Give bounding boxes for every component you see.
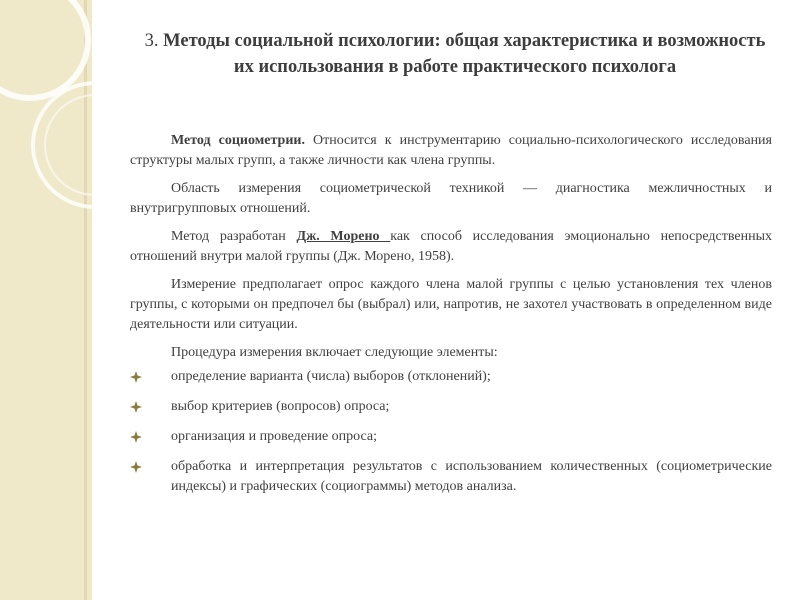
paragraph-measurement: Измерение предполагает опрос каждого члена малой группы с целью установления тех членов группы, с которыми он предпочел бы (выбрал) или, напротив, не захотел участвовать в определенном виде деятельности или ситуации. — [130, 277, 772, 332]
method-description: Относится к инструментарию социально-психологического исследования структуры малых групп, а также личности как члена группы. — [130, 133, 772, 168]
slide-content — [130, 131, 772, 507]
list-item — [130, 457, 772, 497]
list-item — [130, 367, 772, 387]
paragraph-author — [130, 227, 772, 267]
paragraph-measurement-area: Область измерения социометрической техникой — диагностика межличностных и внутригрупповых отношений. — [130, 181, 772, 216]
list-item-text: определение варианта (числа) выборов (отклонений); — [171, 369, 491, 384]
diamond-bullet-icon — [130, 431, 142, 443]
author-suffix: как способ исследования эмоционально непосредственных отношений внутри малой группы (Дж. Морено, 1958). — [130, 229, 772, 264]
list-item-text: организация и проведение опроса; — [171, 429, 378, 444]
list-item-text: обработка и интерпретация результатов с использованием количественных (социометрические индексы) и графических (социограммы) методов анализа. — [171, 459, 772, 494]
list-item — [130, 397, 772, 417]
diamond-bullet-icon — [130, 401, 142, 413]
title-number: 3. — [144, 31, 159, 51]
paragraph-sociometry — [130, 131, 772, 171]
decorative-sidebar — [0, 0, 92, 600]
decorative-circles-icon — [0, 0, 92, 600]
diamond-bullet-icon — [130, 461, 142, 473]
title-text: Методы социальной психологии: общая характеристика и возможность их использования в работе практического психолога — [163, 31, 766, 77]
author-name: Дж. Морено — [296, 229, 391, 244]
paragraph-procedure: Процедура измерения включает следующие элементы: — [171, 345, 498, 360]
author-prefix: Метод разработан — [171, 229, 297, 244]
slide-title — [140, 28, 770, 80]
procedure-list — [130, 367, 772, 497]
list-item-text: выбор критериев (вопросов) опроса; — [171, 399, 390, 414]
method-name: Метод социометрии. — [171, 133, 305, 148]
list-item — [130, 427, 772, 447]
diamond-bullet-icon — [130, 371, 142, 383]
